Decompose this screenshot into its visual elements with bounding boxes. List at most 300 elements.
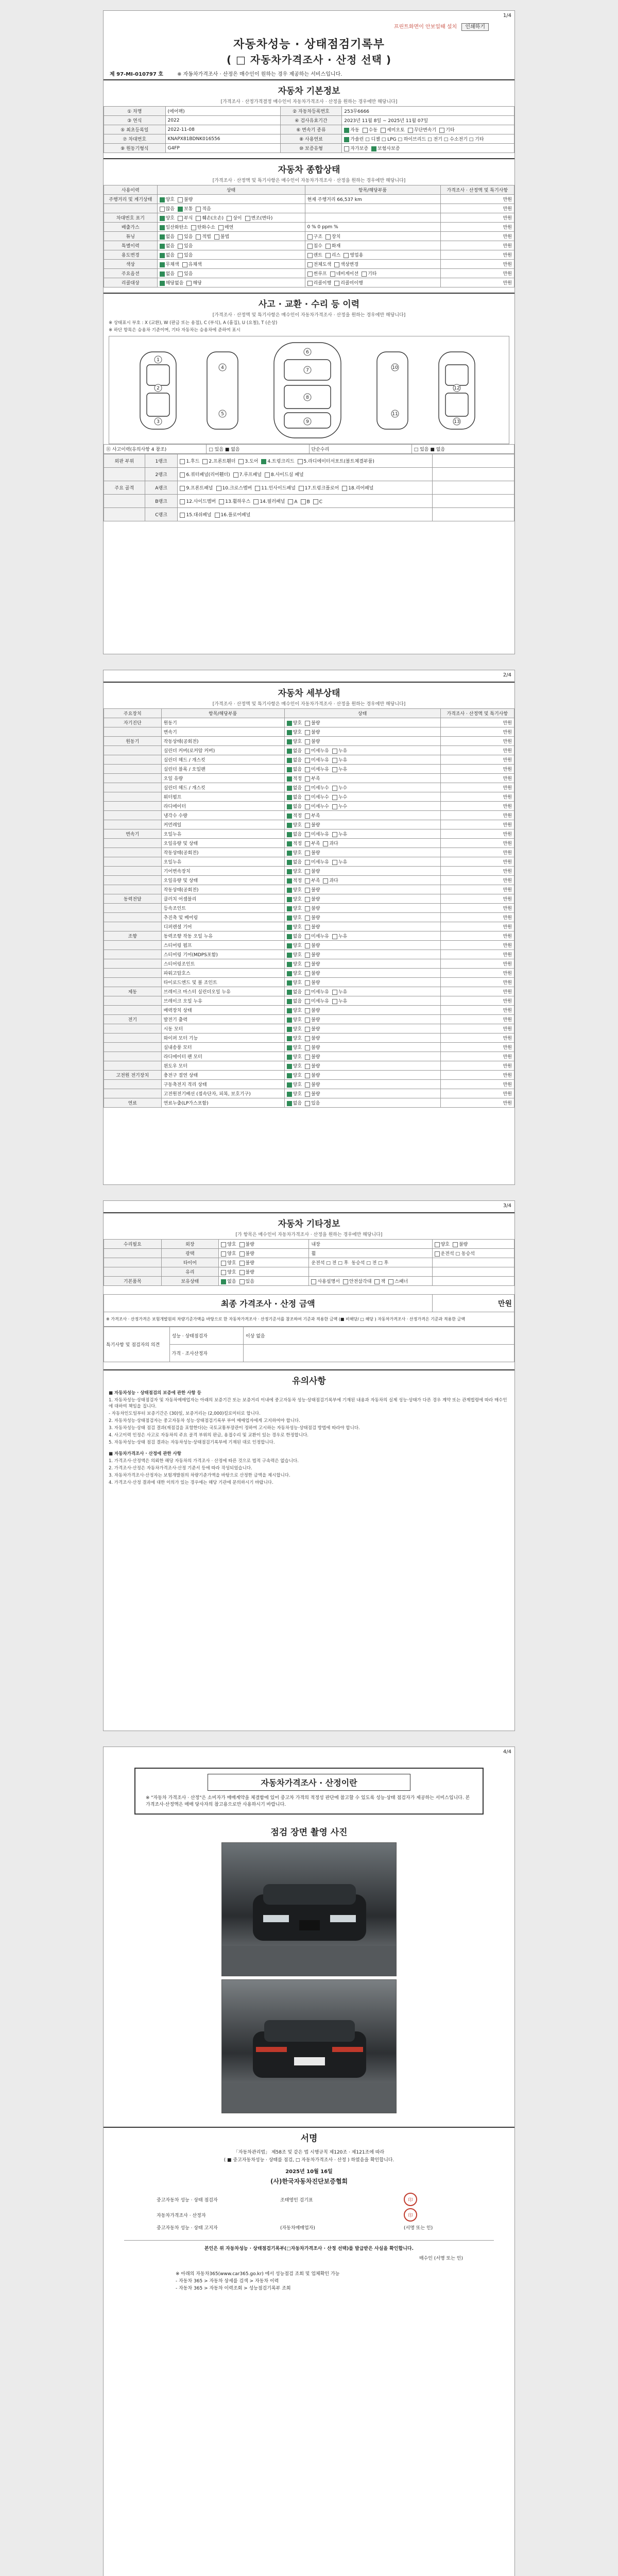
panel-marker-label: 2: [157, 386, 160, 391]
detail-part: 등속조인트: [161, 904, 284, 913]
checkbox-option: 네비게이션: [330, 270, 358, 277]
checked-box-icon: [287, 1092, 292, 1097]
checkbox-option: 없음: [160, 233, 175, 240]
table-row: [104, 508, 514, 521]
unchecked-box-icon: [313, 499, 318, 504]
detail-part: 추진축 및 베어링: [161, 913, 284, 922]
checkbox-option: 7.루프패널: [233, 471, 262, 478]
page-2: [103, 670, 515, 1185]
checkbox-option: 양호: [287, 942, 302, 948]
detail-price: 만원: [440, 931, 514, 941]
detail-price: 만원: [440, 950, 514, 959]
overall-status: [157, 241, 305, 250]
checked-box-icon: [287, 934, 292, 939]
unchecked-box-icon: [305, 749, 310, 754]
checkbox-option: 불량: [305, 1044, 320, 1050]
checkbox-option: 적정: [287, 812, 302, 819]
checked-box-icon: [287, 841, 292, 846]
table-row: [104, 125, 514, 134]
unchecked-box-icon: [381, 128, 386, 133]
accident-history-value: □ 있음 ■ 없음: [207, 445, 309, 454]
checkbox-option: 부족: [305, 877, 320, 884]
checkbox-option: 누수: [332, 784, 347, 791]
table-row: [104, 107, 514, 116]
detail-price: 만원: [440, 913, 514, 922]
etc-cell: [104, 1267, 162, 1277]
checked-box-icon: [261, 459, 266, 464]
checkbox-option: 없음: [287, 933, 302, 939]
detail-status-note: [가격조사 · 산정액 및 특기사항은 매수인이 자동차가격조사 · 산정을 원하는 경우에만 해당니다]: [212, 702, 406, 707]
unchecked-box-icon: [186, 281, 192, 286]
checkbox-option: 불량: [305, 1007, 320, 1013]
checkbox-option: 없음: [287, 747, 302, 754]
unchecked-box-icon: [305, 841, 310, 846]
unchecked-box-icon: [332, 786, 337, 791]
detail-status: [284, 987, 440, 996]
detail-system: [104, 727, 162, 737]
checkbox-option: 누유: [332, 858, 347, 865]
detail-part: 라디에이터: [161, 802, 284, 811]
appraiser-label: 가격 · 조사산정자: [169, 1345, 243, 1362]
detail-system: [104, 820, 162, 829]
etc-cell: 외장: [161, 1240, 219, 1249]
checkbox-option: 5.라디에이터서포트(볼트체결부품): [298, 457, 374, 464]
checkbox-option: 미세누유: [305, 933, 329, 939]
unchecked-box-icon: [182, 262, 187, 267]
checkbox-option: 불량: [305, 960, 320, 967]
checkbox-option: 구조: [307, 233, 322, 240]
detail-status-header: 자동차 세부상태: [104, 682, 514, 700]
unchecked-box-icon: [178, 253, 183, 258]
detail-part: 기어변속장치: [161, 867, 284, 876]
detail-price: 만원: [440, 959, 514, 969]
overall-item: 특별이력: [104, 241, 158, 250]
checkbox-option: 11.인사이드패널: [255, 484, 295, 491]
column-header: 항목/해당부품: [161, 709, 284, 718]
detail-price: 만원: [440, 941, 514, 950]
table-row: [104, 969, 514, 978]
unchecked-box-icon: [305, 962, 310, 967]
unchecked-box-icon: [299, 486, 304, 491]
detail-price: 만원: [440, 876, 514, 885]
checkbox-option: 양호: [287, 970, 302, 976]
checked-box-icon: [178, 207, 183, 212]
checkbox-option: 침수: [307, 242, 322, 249]
unchecked-box-icon: [288, 499, 293, 504]
detail-status: [284, 950, 440, 959]
table-row: [104, 1089, 514, 1098]
detail-status: [284, 1006, 440, 1015]
overall-status-table: [104, 185, 514, 287]
checked-box-icon: [287, 962, 292, 967]
detail-status: [284, 969, 440, 978]
checkbox-option: 14.필러패널: [253, 498, 285, 504]
checkbox-option: 16.플로어패널: [215, 511, 251, 518]
basic-value: [342, 125, 514, 134]
overall-price: 만원: [440, 213, 514, 223]
detail-price: 만원: [440, 885, 514, 894]
unchecked-box-icon: [253, 499, 259, 504]
unchecked-box-icon: [307, 272, 313, 277]
checkbox-option: 누유: [332, 747, 347, 754]
checked-box-icon: [287, 888, 292, 893]
unchecked-box-icon: [305, 786, 310, 791]
checkbox-option: 적정: [287, 877, 302, 884]
unchecked-box-icon: [332, 804, 337, 809]
unchecked-box-icon: [435, 1251, 440, 1257]
unchecked-box-icon: [307, 234, 313, 240]
unchecked-box-icon: [178, 272, 183, 277]
table-row: [104, 783, 514, 792]
unchecked-box-icon: [178, 216, 183, 221]
unchecked-box-icon: [344, 253, 349, 258]
etc-cell: [219, 1258, 309, 1267]
detail-part: 발전기 출력: [161, 1015, 284, 1024]
basic-label: ⑦ 차대번호: [104, 134, 166, 144]
notice-item: 3. 자동차가격조사·산정자는 보험개발원의 차량기준가액을 바탕으로 산정한 금액을 제시합니다.: [109, 1473, 290, 1478]
checkbox-option: 양호: [287, 979, 302, 986]
overall-detail: [305, 241, 440, 250]
checkbox-option: 불량: [239, 1259, 254, 1266]
table-row: [104, 481, 514, 495]
detail-part: 브레이크 오일 누유: [161, 996, 284, 1006]
unchecked-box-icon: [344, 146, 349, 151]
checkbox-option: 안전삼각대: [343, 1278, 371, 1284]
checked-box-icon: [344, 128, 349, 133]
checkbox-option: 6.쿼터패널(리어휀더): [180, 471, 230, 478]
panel-marker-label: 5: [221, 412, 224, 417]
checkbox-option: 리콜미이행: [334, 279, 363, 286]
etc-cell: 유리: [161, 1267, 219, 1277]
overall-detail: [305, 250, 440, 260]
option-text: 운전석 □ 전 □ 후: [311, 1261, 349, 1266]
checked-box-icon: [160, 225, 165, 230]
frame-group: [104, 495, 145, 508]
unchecked-box-icon: [332, 767, 337, 772]
detail-system: [104, 969, 162, 978]
detail-system: [104, 1052, 162, 1061]
detail-part: 오일 유량: [161, 774, 284, 783]
detail-system: [104, 885, 162, 894]
checked-box-icon: [160, 253, 165, 258]
column-header: 가격조사 · 산정액 및 특기사항: [440, 185, 514, 195]
table-row: [104, 213, 514, 223]
unchecked-box-icon: [305, 916, 310, 921]
detail-part: 스티어링 기어(MDPS포함): [161, 950, 284, 959]
detail-part: 작동상태(공회전): [161, 885, 284, 894]
detail-part: 오일유량 및 상태: [161, 839, 284, 848]
final-price-table: [104, 1294, 514, 1327]
detail-status: [284, 1033, 440, 1043]
overall-item: 주행거리 및 계기상태: [104, 195, 158, 204]
table-row: [104, 1024, 514, 1033]
checked-box-icon: [287, 1101, 292, 1106]
notice-header: 유의사항: [104, 1369, 514, 1386]
checked-box-icon: [287, 814, 292, 819]
unchecked-box-icon: [180, 472, 185, 478]
table-row: [104, 792, 514, 802]
appraiser-sign-label: 자동차가격조사 · 산정자: [157, 2213, 206, 2218]
final-price-header: 최종 가격조사 · 산정 금액: [104, 1295, 433, 1312]
unchecked-box-icon: [214, 234, 219, 240]
frame-parts: [178, 481, 432, 495]
table-row: [104, 996, 514, 1006]
checkbox-option: 해당없음: [160, 279, 184, 286]
unchecked-box-icon: [221, 1270, 226, 1275]
checked-box-icon: [287, 897, 292, 902]
detail-status: [284, 811, 440, 820]
frame-price: [432, 454, 514, 468]
unchecked-box-icon: [216, 486, 221, 491]
table-row: [104, 765, 514, 774]
checkbox-option: 가솔린 □ 디젤 □ LPG □ 하이브리드 □ 전기 □ 수소전기 □ 기타: [344, 135, 484, 142]
table-row: [104, 904, 514, 913]
checked-box-icon: [287, 767, 292, 772]
signature-text-2: ( ■ 중고자동차성능 · 상태를 점검, □ 자동차가격조사 · 산정 ) 하였음을 확인합니다.: [224, 2158, 394, 2163]
detail-part: 실린더 헤드 / 개스킷: [161, 755, 284, 765]
unchecked-box-icon: [180, 499, 185, 504]
checkbox-option: 양호: [287, 1081, 302, 1088]
checked-box-icon: [287, 1008, 292, 1013]
checked-box-icon: [160, 262, 165, 267]
page-number: 2/4: [503, 672, 511, 678]
detail-status: [284, 1061, 440, 1071]
detail-part: 타이로드엔드 및 볼 조인트: [161, 978, 284, 987]
frame-rank: B랭크: [145, 495, 178, 508]
detail-system: [104, 867, 162, 876]
etc-cell: [432, 1249, 514, 1258]
checkbox-option: 미세누유: [305, 766, 329, 772]
checked-box-icon: [287, 739, 292, 744]
detail-price: 만원: [440, 765, 514, 774]
install-link[interactable]: 프린트화면이 안보일때 설치: [393, 24, 457, 30]
table-row: [104, 774, 514, 783]
checkbox-option: 누유: [332, 988, 347, 995]
checkbox-option: B: [301, 499, 310, 505]
notice-list: [104, 1397, 514, 1446]
overall-detail: [305, 204, 440, 213]
detail-part: 오일누유: [161, 857, 284, 867]
table-row: [104, 922, 514, 931]
unchecked-box-icon: [227, 216, 232, 221]
car-front-photo-icon: [222, 1843, 396, 1976]
basic-info-header: 자동차 기본정보: [104, 79, 514, 98]
checkbox-option: C: [313, 499, 322, 505]
checkbox-option: 양호: [221, 1259, 236, 1266]
detail-system: [104, 1043, 162, 1052]
notice-item: 5. 자동차성능·상태 점검 결과는 자동차성능·상태점검기록부에 기재된 대로 인정합니다.: [109, 1440, 275, 1445]
detail-part: 워터펌프: [161, 792, 284, 802]
frame-price: [432, 468, 514, 481]
table-row: [104, 820, 514, 829]
checked-box-icon: [287, 776, 292, 782]
basic-value: 2023년 11월 8일 ~ 2025년 11월 07일: [342, 116, 514, 125]
appraisal-box-text: ※ "자동차 가격조사 · 산정"은 소비자가 매매계약을 체결함에 있어 중고차 가격의 적정성 판단에 참고할 수 있도록 성능·상태 점검자가 제공하는 서비스입니다. 본 가격조사·산정액은 매매 당사자의 참고용으로만 사용하시기 바랍니다.: [146, 1795, 470, 1807]
notice-section-b: ■ 자동차가격조사 · 산정에 관한 사항: [109, 1451, 182, 1456]
checkbox-option: 10.크로스멤버: [216, 484, 252, 491]
checkbox-option: A: [288, 499, 297, 505]
checkbox-option: 불량: [305, 886, 320, 893]
checkbox-option: 양호: [287, 914, 302, 921]
unchecked-box-icon: [191, 225, 196, 230]
etc-cell: [219, 1240, 309, 1249]
detail-system: 자기진단: [104, 718, 162, 727]
detail-price: 만원: [440, 922, 514, 931]
checkbox-option: 자가보증: [344, 145, 368, 151]
overall-item: 리콜대상: [104, 278, 158, 287]
unchecked-box-icon: [334, 262, 339, 267]
detail-system: 전기: [104, 1015, 162, 1024]
checkbox-option: 렌트: [307, 251, 322, 258]
unchecked-box-icon: [178, 234, 183, 240]
etc-info-table: [104, 1239, 514, 1286]
unchecked-box-icon: [332, 860, 337, 865]
checkbox-option: 없음: [287, 997, 302, 1004]
detail-status: [284, 1098, 440, 1108]
unchecked-box-icon: [332, 832, 337, 837]
checked-box-icon: [287, 851, 292, 856]
detail-price: 만원: [440, 1015, 514, 1024]
checkbox-option: 불량: [305, 895, 320, 902]
checkbox-option: 보험사보증: [371, 145, 400, 151]
overall-item: 색상: [104, 260, 158, 269]
frame-group: [104, 468, 145, 481]
checkbox-option: 없음: [287, 793, 302, 800]
detail-system: [104, 996, 162, 1006]
notice-item: 3. 자동차성능·상태 점검 결과(재점검을 포함한다)는 국토교통부장관이 정하여 고시하는 자동차성능·상태점검 방법에 따라야 합니다.: [109, 1426, 360, 1431]
detail-price: 만원: [440, 857, 514, 867]
detail-system: [104, 1061, 162, 1071]
table-row: [104, 1071, 514, 1080]
checkbox-option: 없음: [287, 988, 302, 995]
detail-system: 제동: [104, 987, 162, 996]
inspector-sign-label: 중고자동차 성능 · 상태 점검자: [157, 2197, 218, 2203]
column-header: 상태: [284, 709, 440, 718]
notice-item: 1. 가격조사·산정액은 의뢰한 해당 자동차의 가격조사 · 산정에 따른 것으로 법적 구속력은 없습니다.: [109, 1459, 299, 1464]
checkbox-option: 미세누유: [305, 997, 329, 1004]
detail-price: 만원: [440, 894, 514, 904]
notice-item: 4. 가격조사·산정 결과에 대한 이의가 있는 경우에는 해당 기관에 문의하시기 바랍니다.: [109, 1480, 273, 1485]
checked-box-icon: [287, 971, 292, 976]
checkbox-option: 양호: [287, 1044, 302, 1050]
detail-part: 연료누출(LP가스포함): [161, 1098, 284, 1108]
checkbox-option: 9.프론트패널: [180, 484, 213, 491]
checkbox-option: 스패너: [388, 1278, 408, 1284]
column-header: 주요장치: [104, 709, 162, 718]
footer-link-note[interactable]: ※ 아래의 자동차365(www.car365.go.kr) 에서 성능점검 조회 및 업체확인 가능: [176, 2272, 340, 2277]
table-row: [104, 811, 514, 820]
accident-legend: ※ 상태표시 부호 : X (교환), W (판금 또는 용접), C (부식), A (흠집), U (요철), T (손상): [109, 320, 278, 326]
table-row: [104, 495, 514, 508]
checkbox-option: 2.프론트휀더: [202, 457, 235, 464]
checkbox-option: 누유: [332, 756, 347, 763]
checkbox-option: 사용설명서: [311, 1278, 339, 1284]
panel-marker-label: 10: [392, 365, 398, 370]
overall-detail: [305, 260, 440, 269]
checkbox-option: 과다: [323, 840, 338, 846]
checkbox-option: 없음: [221, 1278, 236, 1284]
etc-cell: 휠: [309, 1249, 432, 1258]
checkbox-option: 불량: [305, 868, 320, 874]
table-row: [104, 1080, 514, 1089]
frame-group: 외판 부위: [104, 454, 145, 468]
appraiser-sign-name: [278, 2207, 402, 2223]
detail-price: 만원: [440, 1006, 514, 1015]
checkbox-option: 불량: [239, 1268, 254, 1275]
checkbox-option: 없음: [160, 242, 175, 249]
detail-price: 만원: [440, 1089, 514, 1098]
table-row: [104, 1061, 514, 1071]
table-row: [104, 755, 514, 765]
detail-part: 동력조향 작동 오일 누유: [161, 931, 284, 941]
detail-status: [284, 765, 440, 774]
notice-item: 2. 가격조사·산정은 자동차가격조사·산정 기준서 등에 따라 작성되었습니다.: [109, 1466, 252, 1471]
unchecked-box-icon: [305, 804, 310, 809]
table-row: [104, 1052, 514, 1061]
checkbox-option: 썬루프: [307, 270, 327, 277]
checkbox-option: 양호: [287, 905, 302, 911]
unchecked-box-icon: [305, 999, 310, 1004]
detail-price: 만원: [440, 978, 514, 987]
table-row: [104, 1258, 514, 1267]
checkbox-option: 양호: [287, 1072, 302, 1078]
inspection-photo-front: [221, 1842, 397, 1976]
unchecked-box-icon: [221, 1251, 226, 1257]
unchecked-box-icon: [305, 980, 310, 986]
checkbox-option: 양호: [287, 1035, 302, 1041]
checkbox-option: 불량: [305, 979, 320, 986]
table-row: [104, 1033, 514, 1043]
detail-price: 만원: [440, 1098, 514, 1108]
checkbox-option: 양호: [287, 1007, 302, 1013]
unchecked-box-icon: [180, 459, 185, 464]
unchecked-box-icon: [332, 795, 337, 800]
basic-value: KNAPX81BDNK016556: [165, 134, 280, 144]
checkbox-option: 없음: [287, 766, 302, 772]
detail-part: 오일누유: [161, 829, 284, 839]
column-header: 상태: [157, 185, 305, 195]
unchecked-box-icon: [245, 216, 250, 221]
checkbox-option: 부족: [305, 775, 320, 782]
detail-system: [104, 857, 162, 867]
detail-part: 실린더 커버(로커암 커버): [161, 746, 284, 755]
detail-part: 시동 모터: [161, 1024, 284, 1033]
unchecked-box-icon: [196, 216, 201, 221]
frame-rank: 1랭크: [145, 454, 178, 468]
unchecked-box-icon: [332, 749, 337, 754]
detail-system: [104, 1024, 162, 1033]
print-button[interactable]: 인쇄하기: [461, 23, 489, 31]
checkbox-option: 불량: [178, 196, 193, 202]
detail-status: [284, 904, 440, 913]
unchecked-box-icon: [202, 459, 208, 464]
checkbox-option: 불량: [305, 1072, 320, 1078]
unchecked-box-icon: [305, 1073, 310, 1078]
detail-part: 실린더 헤드 / 개스킷: [161, 783, 284, 792]
detail-status: [284, 1015, 440, 1024]
checkbox-option: 1.후드: [180, 457, 199, 464]
panel-marker-label: 11: [392, 412, 398, 417]
checked-box-icon: [287, 906, 292, 911]
checkbox-option: 15.대쉬패널: [180, 511, 211, 518]
table-row: [104, 241, 514, 250]
basic-value: 2022: [165, 116, 280, 125]
page-1: [103, 10, 515, 654]
panel-marker-label: 13: [454, 419, 460, 425]
detail-price: 만원: [440, 820, 514, 829]
etc-cell: 수리필요: [104, 1240, 162, 1249]
checked-box-icon: [287, 953, 292, 958]
